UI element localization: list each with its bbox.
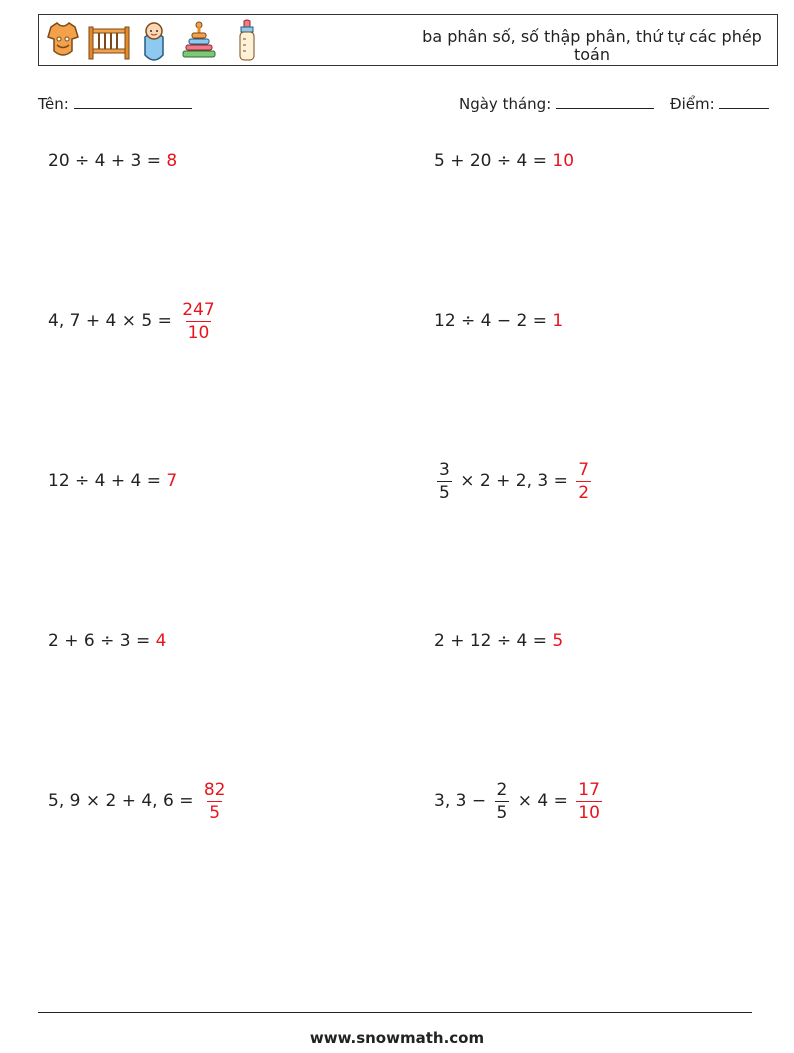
- math-problem: [434, 291, 563, 351]
- numerator: 7: [578, 459, 590, 480]
- math-problem: [48, 131, 177, 191]
- crib-icon: [87, 19, 131, 63]
- baby-bodysuit-icon: [45, 19, 81, 63]
- date-blank[interactable]: [556, 94, 654, 109]
- numerator: 3: [439, 459, 450, 480]
- math-problem: [48, 771, 231, 831]
- date-label: Ngày tháng:: [459, 95, 552, 113]
- math-problem: [434, 451, 594, 511]
- denominator: 2: [578, 482, 590, 503]
- numerator: 2: [496, 779, 508, 800]
- score-field: [670, 94, 769, 113]
- answer-value: 5: [552, 631, 564, 651]
- expression-text: 3, 3 −: [434, 791, 492, 811]
- numerator: 247: [182, 299, 215, 320]
- answer-value: 7: [166, 471, 178, 491]
- denominator: 10: [578, 802, 600, 823]
- denominator: 5: [496, 802, 508, 823]
- swaddled-baby-icon: [141, 19, 167, 63]
- stacking-rings-toy-icon: [179, 19, 219, 63]
- date-field: [459, 94, 654, 113]
- baby-bottle-icon: [235, 19, 259, 63]
- footer-website: www.snowmath.com: [309, 1029, 485, 1047]
- math-problem: [434, 611, 563, 671]
- math-problem: [434, 771, 605, 831]
- math-problem: [434, 131, 574, 191]
- score-blank[interactable]: [719, 94, 769, 109]
- answer-value: 1: [552, 311, 564, 331]
- answer-value: 4: [155, 631, 167, 651]
- expression-text: × 2 + 2, 3 =: [454, 471, 574, 491]
- numerator: 82: [203, 779, 226, 800]
- expression-text: 20 ÷ 4 + 3 =: [48, 151, 167, 171]
- worksheet-header: [38, 14, 778, 66]
- expression-text: 5 + 20 ÷ 4 =: [434, 151, 553, 171]
- answer-fraction: [202, 780, 228, 823]
- name-field: [38, 94, 192, 113]
- answer-value: 8: [166, 151, 178, 171]
- worksheet-title: ba phân số, số thập phân, thứ tự các phép toán: [422, 27, 762, 64]
- math-problem: [48, 611, 166, 671]
- answer-fraction: [576, 780, 602, 823]
- fraction: [495, 780, 510, 823]
- expression-text: 5, 9 × 2 + 4, 6 =: [48, 791, 199, 811]
- expression-text: 12 ÷ 4 + 4 =: [48, 471, 167, 491]
- name-blank[interactable]: [74, 94, 192, 109]
- math-problem: [48, 451, 177, 511]
- footer-divider: [38, 1012, 752, 1013]
- denominator: 5: [439, 482, 450, 503]
- expression-text: 2 + 12 ÷ 4 =: [434, 631, 553, 651]
- expression-text: 2 + 6 ÷ 3 =: [48, 631, 156, 651]
- score-label: Điểm:: [670, 95, 715, 113]
- answer-fraction: [180, 300, 216, 343]
- math-problem: [48, 291, 220, 351]
- expression-text: × 4 =: [512, 791, 574, 811]
- expression-text: 4, 7 + 4 × 5 =: [48, 311, 178, 331]
- answer-fraction: [576, 460, 591, 503]
- denominator: 5: [209, 802, 221, 823]
- name-label: Tên:: [38, 95, 69, 113]
- fraction: [437, 460, 452, 503]
- numerator: 17: [578, 779, 600, 800]
- expression-text: 12 ÷ 4 − 2 =: [434, 311, 553, 331]
- denominator: 10: [187, 322, 210, 343]
- answer-value: 10: [552, 151, 575, 171]
